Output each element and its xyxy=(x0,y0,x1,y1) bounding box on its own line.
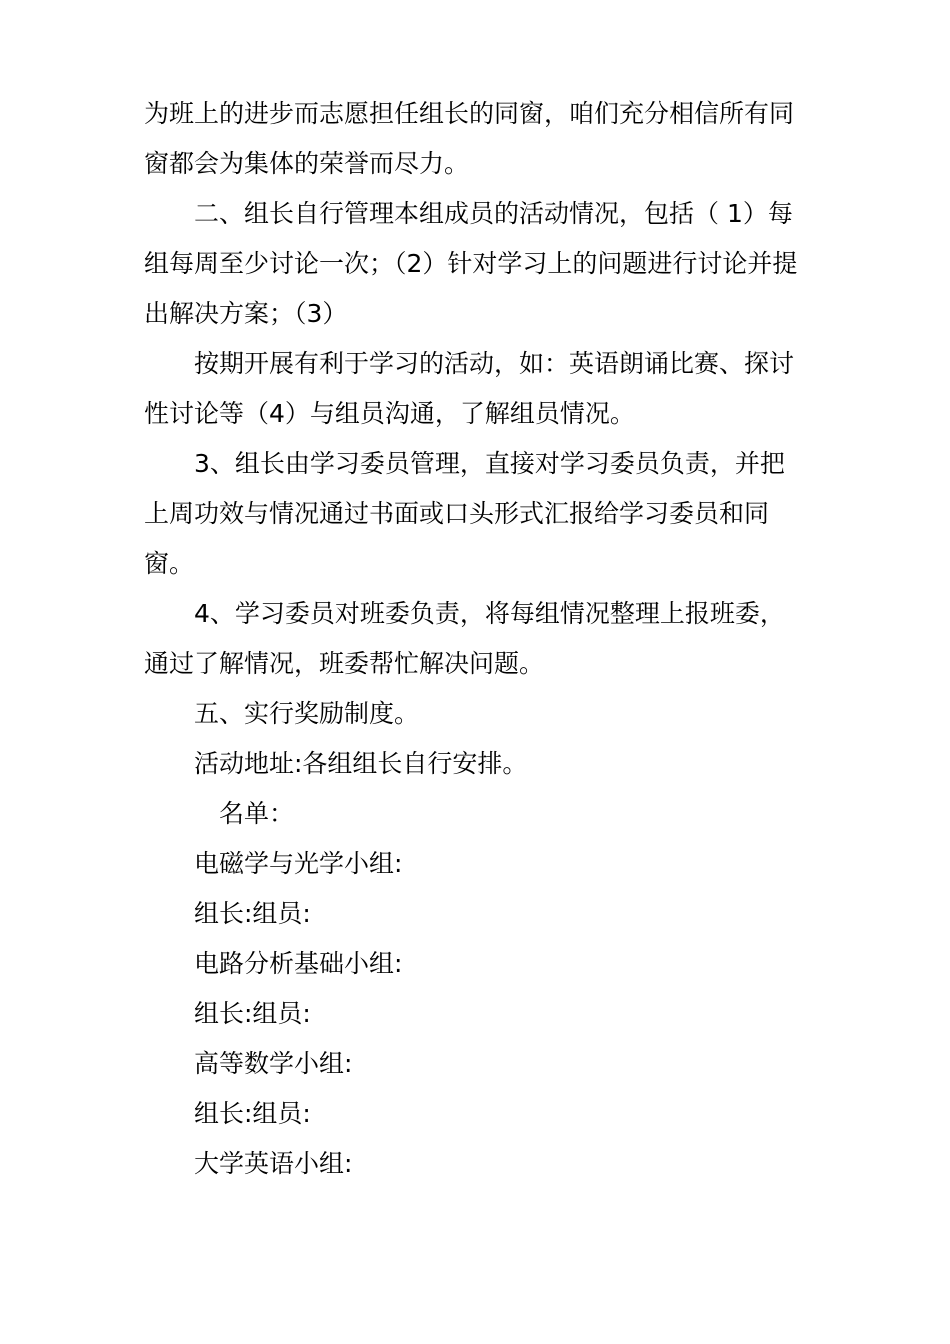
paragraph-line: 性讨论等（4）与组员沟通，了解组员情况。 xyxy=(144,399,635,428)
group-name: 电路分析基础小组: xyxy=(194,949,403,978)
paragraph-line: 窗都会为集体的荣誉而尽力。 xyxy=(144,149,470,178)
paragraph-line: 出解决方案；（3） xyxy=(144,299,348,328)
group-members: 组长:组员: xyxy=(194,899,311,928)
group-name: 高等数学小组: xyxy=(194,1049,353,1078)
group-members: 组长:组员: xyxy=(194,999,311,1028)
paragraph-line: 按期开展有利于学习的活动，如：英语朗诵比赛、探讨 xyxy=(194,349,795,378)
paragraph-line: 4、学习委员对班委负责，将每组情况整理上报班委， xyxy=(194,599,785,628)
paragraph-line: 组每周至少讨论一次；（2）针对学习上的问题进行讨论并提 xyxy=(144,249,798,278)
list-heading: 名单： xyxy=(219,799,295,828)
paragraph-line: 3、组长由学习委员管理，直接对学习委员负责，并把 xyxy=(194,449,785,478)
paragraph-line: 二、组长自行管理本组成员的活动情况，包括（ 1）每 xyxy=(194,199,793,228)
paragraph-line: 为班上的进步而志愿担任组长的同窗，咱们充分相信所有同 xyxy=(144,99,795,128)
section-heading: 五、实行奖励制度。 xyxy=(194,699,420,728)
group-name: 电磁学与光学小组: xyxy=(194,849,403,878)
group-name: 大学英语小组: xyxy=(194,1149,353,1178)
paragraph-line: 上周功效与情况通过书面或口头形式汇报给学习委员和同 xyxy=(144,499,770,528)
paragraph-line: 窗。 xyxy=(144,549,195,578)
paragraph-line: 通过了解情况，班委帮忙解决问题。 xyxy=(144,649,545,678)
activity-location: 活动地址:各组组长自行安排。 xyxy=(194,749,528,778)
group-members: 组长:组员: xyxy=(194,1099,311,1128)
